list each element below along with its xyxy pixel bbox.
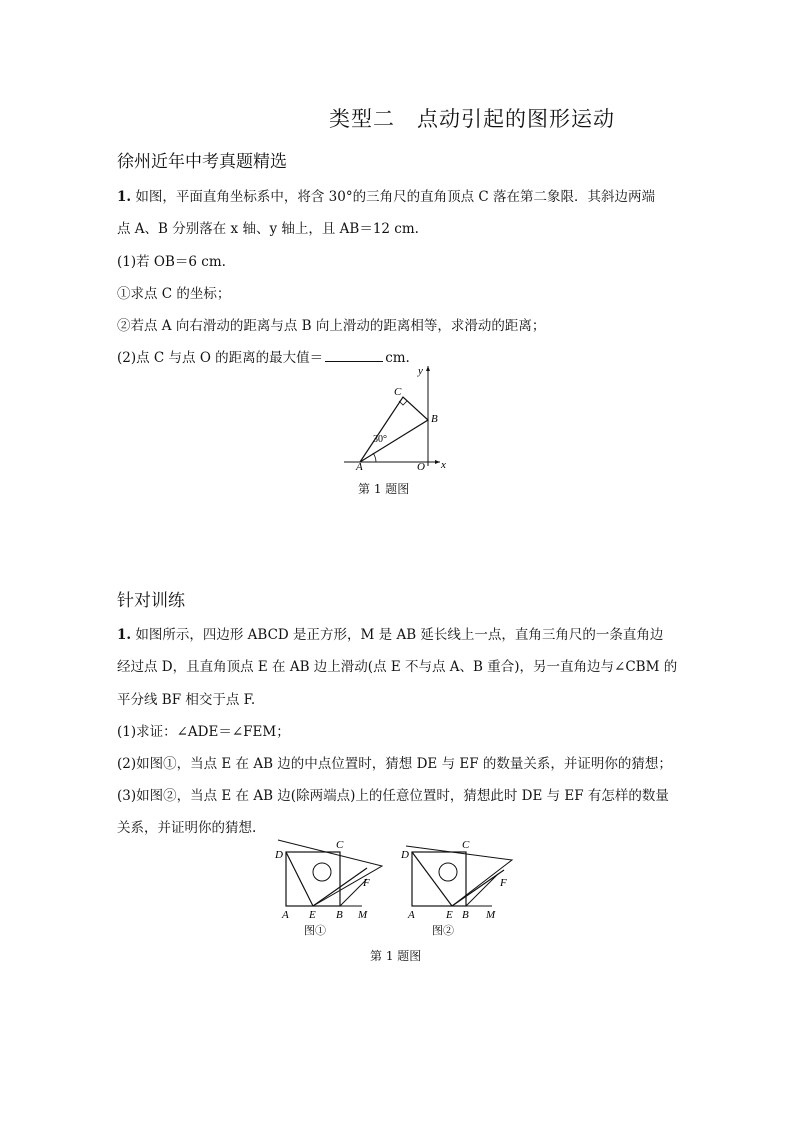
label-b: B — [336, 909, 343, 921]
label-e: E — [309, 909, 316, 921]
practice-1-part-3-cont: 关系，并证明你的猜想. — [117, 820, 257, 836]
label-a: A — [282, 909, 289, 921]
label-f: F — [363, 877, 370, 889]
figure-2 — [400, 839, 512, 937]
answer-blank — [325, 349, 383, 362]
question-1-part-1: (1)若 OB＝6 cm. — [117, 254, 226, 270]
label-y: y — [418, 365, 423, 377]
label-o: O — [417, 461, 425, 472]
label-e: E — [446, 909, 453, 921]
label-b: B — [462, 909, 469, 921]
label-f: F — [500, 877, 507, 889]
circle — [439, 863, 457, 881]
line-bf — [466, 874, 498, 906]
y-axis-arrow — [426, 366, 430, 371]
practice-1-part-1: (1)求证：∠ADE＝∠FEM； — [117, 724, 290, 740]
practice-1-part-3: (3)如图②，当点 E 在 AB 边(除两端点)上的任意位置时，猜想此时 DE 与 EF 有怎样的数量 — [117, 788, 669, 804]
set-square — [278, 840, 382, 906]
subfigure-label-2: 图② — [432, 925, 454, 937]
practice-1-line-2: 经过点 D，且直角顶点 E 在 AB 边上滑动(点 E 不与点 A、B 重合)，另一直角边与∠CBM 的 — [117, 659, 678, 675]
section-heading-exam: 徐州近年中考真题精选 — [117, 152, 287, 172]
line-de — [412, 852, 452, 906]
circle — [313, 863, 331, 881]
question-1-line-1 — [117, 185, 655, 205]
page-title: 类型二 点动引起的图形运动 — [329, 107, 615, 131]
figure-1 — [274, 839, 382, 937]
figure-caption: 第 1 题图 — [370, 949, 422, 963]
x-axis-arrow — [435, 460, 440, 464]
label-m: M — [358, 909, 368, 921]
label-angle: 30° — [373, 434, 387, 445]
label-d: D — [275, 849, 283, 861]
label-x: x — [441, 459, 446, 471]
square-figures — [272, 834, 532, 942]
question-1-line-2: 点 A、B 分别落在 x 轴、y 轴上，且 AB＝12 cm. — [117, 221, 419, 237]
question-text: (2)点 C 与点 O 的距离的最大值＝ — [117, 350, 324, 366]
coordinate-triangle-figure — [340, 362, 460, 472]
label-d: D — [401, 849, 409, 861]
label-b: B — [431, 413, 438, 425]
label-m: M — [486, 909, 496, 921]
label-c: C — [336, 839, 344, 851]
subfigure-label-1: 图① — [304, 925, 326, 937]
label-c: C — [462, 839, 470, 851]
angle-arc — [373, 453, 376, 462]
label-c: C — [394, 386, 402, 398]
question-text: 如图所示，四边形 ABCD 是正方形，M 是 AB 延长线上一点，直角三角尺的一条直角边 — [135, 627, 664, 643]
practice-1-part-2: (2)如图①，当点 E 在 AB 边的中点位置时，猜想 DE 与 EF 的数量关系，并证明你的猜想； — [117, 756, 672, 772]
question-number: 1. — [117, 189, 132, 205]
triangle — [360, 397, 428, 462]
label-a: A — [408, 909, 415, 921]
question-text: cm. — [385, 350, 410, 366]
question-number: 1. — [117, 627, 132, 643]
line-de — [286, 852, 313, 906]
label-a: A — [356, 461, 363, 472]
question-1-part-1-ii: ②若点 A 向右滑动的距离与点 B 向上滑动的距离相等，求滑动的距离； — [117, 318, 546, 334]
question-1-part-1-i: ①求点 C 的坐标； — [117, 286, 231, 302]
practice-1-line-1 — [117, 623, 663, 643]
square — [286, 852, 340, 906]
practice-1-line-3: 平分线 BF 相交于点 F. — [117, 692, 256, 708]
square — [412, 852, 466, 906]
section-heading-practice: 针对训练 — [117, 591, 185, 611]
figure-caption: 第 1 题图 — [358, 482, 410, 496]
question-text: 如图，平面直角坐标系中，将含 30°的三角尺的直角顶点 C 落在第二象限．其斜边两端 — [135, 189, 656, 205]
